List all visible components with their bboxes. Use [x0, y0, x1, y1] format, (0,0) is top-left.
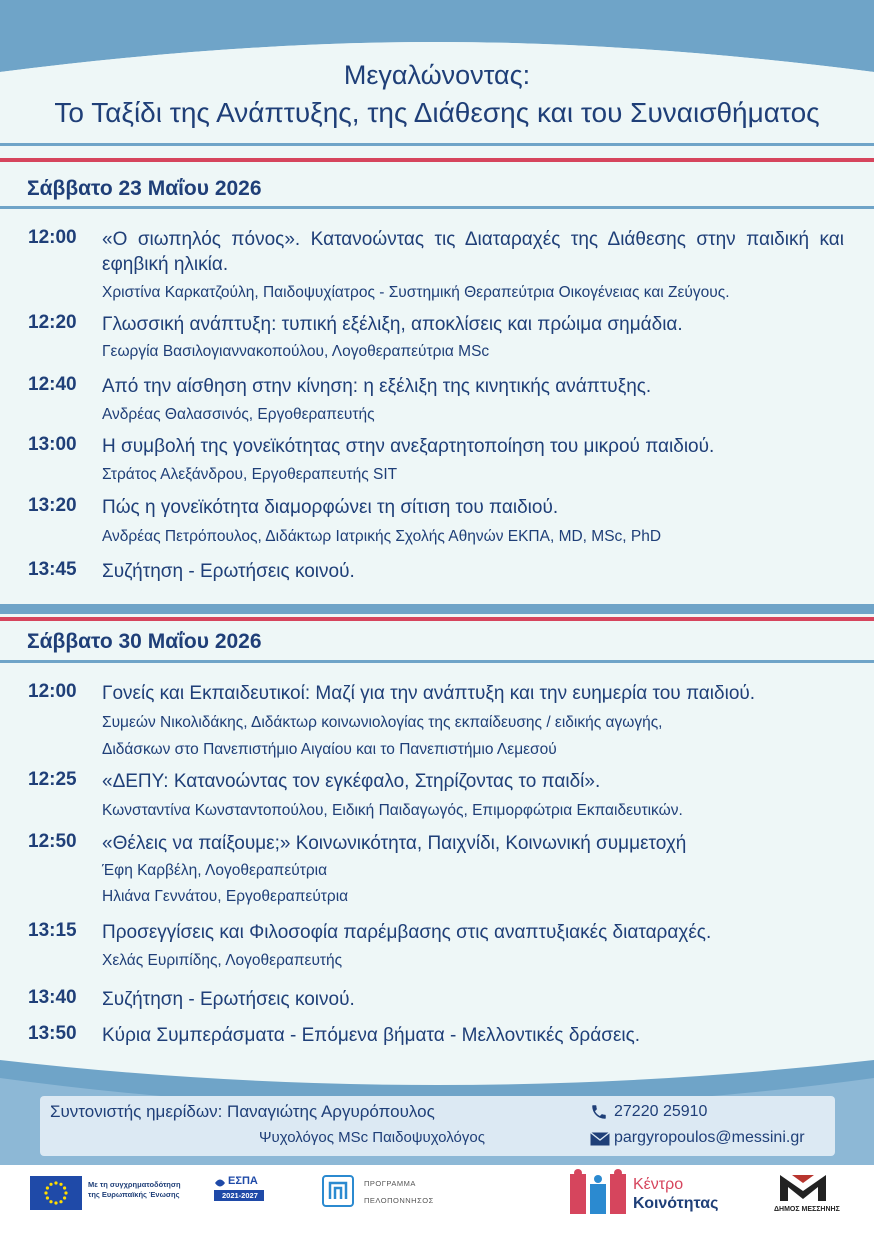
item-talk: Γονείς και Εκπαιδευτικοί: Μαζί για την ανάπτυξη και την ευημερία του παιδιού. [102, 683, 756, 704]
item-speaker: Χελάς Ευριπίδης, Λογοθεραπευτής [102, 952, 343, 969]
program-peloponnisos-logo [322, 1175, 354, 1207]
coordinator-role: Ψυχολόγος MSc Παιδοψυχολόγος [259, 1129, 485, 1146]
item-time: 13:00 [28, 434, 77, 455]
program-line2: ΠΕΛΟΠΟΝΝΗΣΟΣ [364, 1196, 434, 1205]
coordinator-label: Συντονιστής ημερίδων: Παναγιώτης Αργυρόπουλος [50, 1102, 435, 1121]
item-speaker: Ηλιάνα Γεννάτου, Εργοθεραπεύτρια [102, 888, 349, 905]
item-talk: Συζήτηση - Ερωτήσεις κοινού. [102, 561, 355, 582]
day2-rule [0, 660, 874, 663]
phone-icon [590, 1103, 608, 1121]
item-time: 13:40 [28, 987, 77, 1008]
item-speaker: Ανδρέας Θαλασσινός, Εργοθεραπευτής [102, 406, 375, 423]
kentro-line1: Κέντρο [633, 1176, 684, 1193]
item-talk: Πώς η γονεϊκότητα διαμορφώνει τη σίτιση του παιδιού. [102, 497, 559, 518]
espa-title: ΕΣΠΑ [228, 1175, 258, 1187]
item-time: 12:20 [28, 312, 77, 333]
header-rule-blue [0, 143, 874, 146]
item-time: 12:50 [28, 831, 77, 852]
item-talk: Συζήτηση - Ερωτήσεις κοινού. [102, 989, 355, 1010]
phone-number[interactable]: 27220 25910 [614, 1103, 708, 1120]
item-talk: «ΔΕΠΥ: Κατανοώντας τον εγκέφαλο, Στηρίζοντας το παιδί». [102, 771, 601, 792]
item-speaker: Κωνσταντίνα Κωνσταντοπούλου, Ειδική Παιδαγωγός, Επιμορφώτρια Εκπαιδευτικών. [102, 802, 683, 819]
eu-text-line1: Με τη συγχρηματοδότηση [88, 1180, 181, 1189]
item-talk: Γλωσσική ανάπτυξη: τυπική εξέλιξη, αποκλίσεις και πρώιμα σημάδια. [102, 314, 683, 335]
item-time: 13:20 [28, 495, 77, 516]
day1-title: Σάββατο 23 Μαΐου 2026 [27, 177, 262, 200]
day-separator-red [0, 617, 874, 621]
item-talk: «Ο σιωπηλός πόνος». Κατανοώντας τις Διαταραχές της Διάθεσης στην παιδική και εφηβική ηλικία. [102, 229, 844, 275]
item-speaker: Χριστίνα Καρκατζούλη, Παιδοψυχίατρος - Συστημική Θεραπεύτρια Οικογένειας και Ζεύγους. [102, 284, 730, 301]
kentro-koinotitas-logo [570, 1168, 628, 1216]
item-time: 12:00 [28, 227, 77, 248]
dimos-messinis-logo [778, 1171, 828, 1203]
page-title-line1: Μεγαλώνοντας: [343, 60, 531, 90]
item-time: 13:50 [28, 1023, 77, 1044]
header-rule-red [0, 158, 874, 162]
email-address[interactable]: pargyropoulos@messini.gr [614, 1129, 805, 1146]
dimos-name: ΔΗΜΟΣ ΜΕΣΣΗΝΗΣ [774, 1206, 840, 1213]
kentro-line2: Κοινότητας [633, 1195, 719, 1212]
logo-strip [0, 1165, 874, 1240]
item-speaker: Διδάσκων στο Πανεπιστήμιο Αιγαίου και το Πανεπιστήμιο Λεμεσού [102, 741, 557, 758]
item-speaker: Στράτος Αλεξάνδρου, Εργοθεραπευτής SIT [102, 466, 398, 483]
item-speaker: Έφη Καρβέλη, Λογοθεραπεύτρια [102, 862, 328, 879]
item-speaker: Γεωργία Βασιλογιαννακοπούλου, Λογοθεραπεύτρια MSc [102, 343, 490, 360]
item-talk: Κύρια Συμπεράσματα - Επόμενα βήματα - Μελλοντικές δράσεις. [102, 1025, 641, 1046]
item-speaker: Συμεών Νικολιδάκης, Διδάκτωρ κοινωνιολογίας της εκπαίδευσης / ειδικής αγωγής, [102, 714, 663, 731]
page-title-line2: Το Ταξίδι της Ανάπτυξης, της Διάθεσης και του Συναισθήματος [54, 97, 820, 128]
day2-title: Σάββατο 30 Μαΐου 2026 [27, 630, 262, 653]
item-time: 12:00 [28, 681, 77, 702]
item-time: 12:40 [28, 374, 77, 395]
espa-years: 2021-2027 [222, 1191, 258, 1200]
item-talk: Η συμβολή της γονεϊκότητας στην ανεξαρτητοποίηση του μικρού παιδιού. [102, 436, 715, 457]
item-time: 13:15 [28, 920, 77, 941]
item-talk: «Θέλεις να παίξουμε;» Κοινωνικότητα, Παιχνίδι, Κοινωνική συμμετοχή [102, 833, 687, 854]
day-separator-band [0, 604, 874, 614]
mail-icon [590, 1132, 610, 1146]
eu-text-line2: της Ευρωπαϊκής Ένωσης [88, 1190, 180, 1199]
espa-mark-icon [214, 1176, 226, 1190]
item-talk: Προσεγγίσεις και Φιλοσοφία παρέμβασης στις αναπτυξιακές διαταραχές. [102, 922, 712, 943]
eu-flag-logo [30, 1176, 82, 1210]
item-talk: Από την αίσθηση στην κίνηση: η εξέλιξη της κινητικής ανάπτυξης. [102, 376, 652, 397]
item-time: 13:45 [28, 559, 77, 580]
day1-rule [0, 206, 874, 209]
program-line1: ΠΡΟΓΡΑΜΜΑ [364, 1179, 416, 1188]
item-time: 12:25 [28, 769, 77, 790]
item-speaker: Ανδρέας Πετρόπουλος, Διδάκτωρ Ιατρικής Σχολής Αθηνών ΕΚΠΑ, MD, MSc, PhD [102, 528, 662, 545]
